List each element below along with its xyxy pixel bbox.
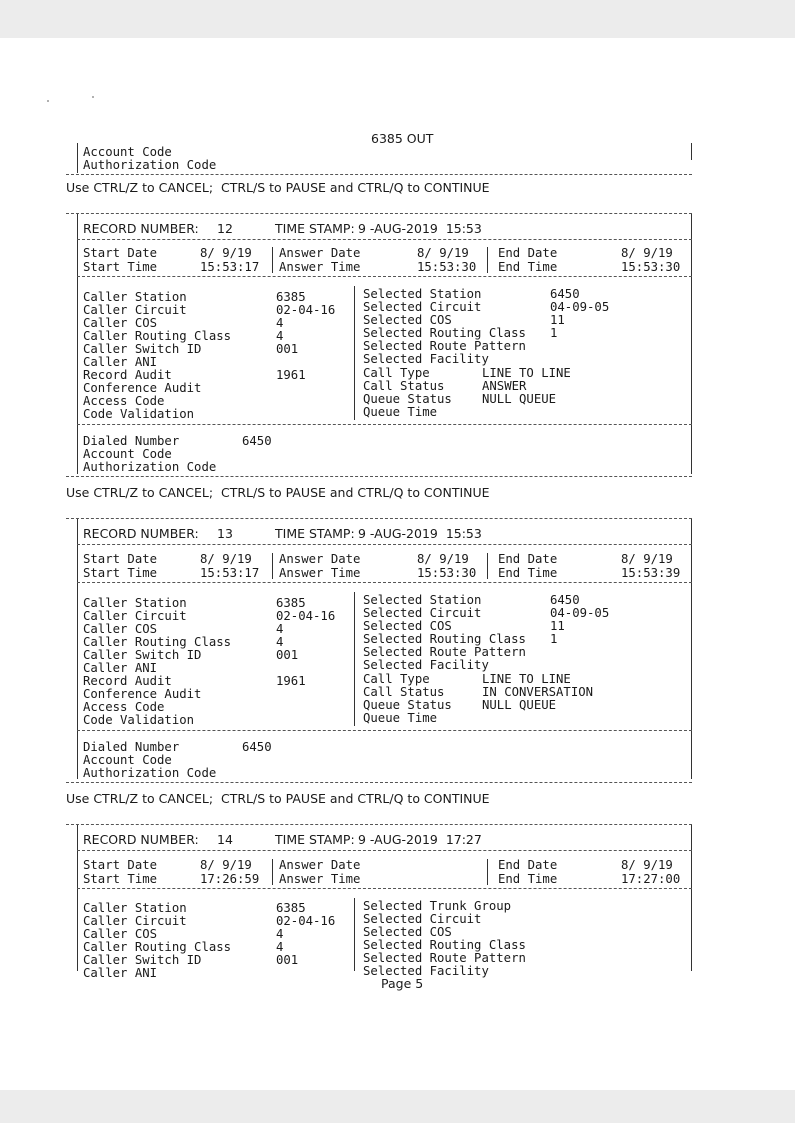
caller-circuit-label: Caller Circuit [83, 303, 187, 317]
record-audit-value: 1961 [276, 368, 306, 382]
caller-routing-class-label: Caller Routing Class [83, 940, 232, 954]
call-type-value: LINE TO LINE [482, 366, 571, 380]
access-code-label: Access Code [83, 700, 165, 714]
end-date-label: End Date [498, 858, 558, 872]
record-number-label: RECORD NUMBER: [83, 526, 199, 541]
authorization-code-label: Authorization Code [83, 158, 217, 172]
selected-route-pattern-label: Selected Route Pattern [363, 339, 526, 353]
end-time-value: 15:53:30 [621, 260, 681, 274]
call-type-label: Call Type [363, 672, 430, 686]
divider [77, 730, 692, 731]
caller-station-label: Caller Station [83, 901, 187, 915]
selected-routing-class-label: Selected Routing Class [363, 938, 526, 952]
caller-station-label: Caller Station [83, 596, 187, 610]
time-stamp-value: 9 -AUG-2019 17:27 [358, 832, 482, 847]
caller-switch-id-value: 001 [276, 953, 299, 967]
selected-station-label: Selected Station [363, 593, 482, 607]
selected-cos-value: 11 [550, 313, 565, 327]
answer-time-label: Answer Time [279, 260, 361, 274]
account-code-label: Account Code [83, 145, 172, 159]
selected-circuit-value: 04-09-05 [550, 606, 610, 620]
frame-left [77, 825, 78, 971]
code-validation-label: Code Validation [83, 407, 195, 421]
start-date-label: Start Date [83, 552, 158, 566]
selected-station-label: Selected Station [363, 287, 482, 301]
selected-routing-class-value: 1 [550, 632, 558, 646]
time-stamp-value: 9 -AUG-2019 15:53 [358, 221, 482, 236]
selected-circuit-value: 04-09-05 [550, 300, 610, 314]
record-number-label: RECORD NUMBER: [83, 221, 199, 236]
caller-circuit-value: 02-04-16 [276, 914, 336, 928]
caller-ani-label: Caller ANI [83, 966, 158, 980]
call-status-value: IN CONVERSATION [482, 685, 594, 699]
call-status-label: Call Status [363, 379, 445, 393]
caller-ani-label: Caller ANI [83, 661, 158, 675]
caller-cos-label: Caller COS [83, 316, 158, 330]
start-time-value: 15:53:17 [200, 566, 260, 580]
divider [66, 782, 692, 783]
caller-cos-label: Caller COS [83, 622, 158, 636]
scan-margin-bottom [0, 1090, 795, 1123]
queue-status-value: NULL QUEUE [482, 392, 557, 406]
answer-date-label: Answer Date [279, 552, 361, 566]
answer-date-value: 8/ 9/19 [417, 552, 469, 566]
divider [66, 824, 692, 825]
divider [66, 476, 692, 477]
record-number-value: 12 [217, 221, 233, 236]
selected-facility-label: Selected Facility [363, 964, 489, 978]
col-sep [487, 247, 488, 273]
queue-time-label: Queue Time [363, 405, 438, 419]
scan-speck [92, 96, 94, 98]
selected-facility-label: Selected Facility [363, 352, 489, 366]
divider [77, 544, 692, 545]
dialed-number-value: 6450 [242, 740, 272, 754]
end-date-label: End Date [498, 246, 558, 260]
col-sep [272, 553, 273, 579]
record-number-label: RECORD NUMBER: [83, 832, 199, 847]
queue-status-value: NULL QUEUE [482, 698, 557, 712]
selected-route-pattern-label: Selected Route Pattern [363, 951, 526, 965]
frame-left [77, 214, 78, 474]
answer-time-value: 15:53:30 [417, 566, 477, 580]
selected-facility-label: Selected Facility [363, 658, 489, 672]
col-sep [354, 286, 355, 420]
caller-switch-id-value: 001 [276, 342, 299, 356]
divider [77, 888, 692, 889]
start-date-value: 8/ 9/19 [200, 246, 252, 260]
caller-ani-label: Caller ANI [83, 355, 158, 369]
end-date-value: 8/ 9/19 [621, 246, 673, 260]
queue-status-label: Queue Status [363, 698, 452, 712]
code-validation-label: Code Validation [83, 713, 195, 727]
time-stamp-label: TIME STAMP: [275, 526, 355, 541]
caller-station-value: 6385 [276, 290, 306, 304]
time-stamp-label: TIME STAMP: [275, 832, 355, 847]
cancel-message: Use CTRL/Z to CANCEL; CTRL/S to PAUSE and CTRL/Q to CONTINUE [66, 791, 490, 806]
dialed-number-value: 6450 [242, 434, 272, 448]
dialed-number-label: Dialed Number [83, 434, 180, 448]
conference-audit-label: Conference Audit [83, 381, 202, 395]
caller-switch-id-value: 001 [276, 648, 299, 662]
frame-right [691, 214, 692, 474]
record-number-value: 14 [217, 832, 233, 847]
selected-cos-label: Selected COS [363, 313, 452, 327]
caller-cos-value: 4 [276, 316, 284, 330]
end-time-value: 15:53:39 [621, 566, 681, 580]
call-type-value: LINE TO LINE [482, 672, 571, 686]
time-stamp-label: TIME STAMP: [275, 221, 355, 236]
selected-circuit-label: Selected Circuit [363, 606, 482, 620]
frame-right [691, 143, 692, 160]
selected-routing-class-label: Selected Routing Class [363, 326, 526, 340]
caller-station-label: Caller Station [83, 290, 187, 304]
divider [77, 276, 692, 277]
authorization-code-label: Authorization Code [83, 766, 217, 780]
end-time-value: 17:27:00 [621, 872, 681, 886]
answer-date-value: 8/ 9/19 [417, 246, 469, 260]
dialed-number-label: Dialed Number [83, 740, 180, 754]
divider [66, 213, 692, 214]
answer-date-label: Answer Date [279, 858, 361, 872]
record-audit-label: Record Audit [83, 674, 172, 688]
access-code-label: Access Code [83, 394, 165, 408]
divider [77, 582, 692, 583]
col-sep [487, 859, 488, 885]
selected-trunk-group-label: Selected Trunk Group [363, 899, 512, 913]
record-audit-label: Record Audit [83, 368, 172, 382]
answer-date-label: Answer Date [279, 246, 361, 260]
caller-switch-id-label: Caller Switch ID [83, 648, 202, 662]
start-date-value: 8/ 9/19 [200, 858, 252, 872]
frame-left [77, 143, 78, 173]
answer-time-label: Answer Time [279, 872, 361, 886]
selected-cos-label: Selected COS [363, 619, 452, 633]
caller-cos-value: 4 [276, 927, 284, 941]
caller-routing-class-label: Caller Routing Class [83, 329, 232, 343]
caller-circuit-label: Caller Circuit [83, 609, 187, 623]
selected-cos-value: 11 [550, 619, 565, 633]
col-sep [354, 592, 355, 726]
divider [66, 518, 692, 519]
queue-status-label: Queue Status [363, 392, 452, 406]
caller-switch-id-label: Caller Switch ID [83, 953, 202, 967]
start-time-label: Start Time [83, 566, 158, 580]
caller-routing-class-value: 4 [276, 940, 284, 954]
selected-routing-class-value: 1 [550, 326, 558, 340]
selected-circuit-label: Selected Circuit [363, 300, 482, 314]
start-time-label: Start Time [83, 872, 158, 886]
start-time-label: Start Time [83, 260, 158, 274]
conference-audit-label: Conference Audit [83, 687, 202, 701]
caller-routing-class-value: 4 [276, 635, 284, 649]
start-time-value: 17:26:59 [200, 872, 260, 886]
caller-routing-class-label: Caller Routing Class [83, 635, 232, 649]
record-number-value: 13 [217, 526, 233, 541]
scan-speck [47, 100, 49, 102]
frame-right [691, 825, 692, 971]
selected-station-value: 6450 [550, 593, 580, 607]
call-status-value: ANSWER [482, 379, 527, 393]
page-header: 6385 OUT [371, 131, 434, 146]
authorization-code-label: Authorization Code [83, 460, 217, 474]
account-code-label: Account Code [83, 447, 172, 461]
call-type-label: Call Type [363, 366, 430, 380]
caller-circuit-value: 02-04-16 [276, 609, 336, 623]
end-date-value: 8/ 9/19 [621, 858, 673, 872]
caller-cos-value: 4 [276, 622, 284, 636]
end-time-label: End Time [498, 260, 558, 274]
end-date-value: 8/ 9/19 [621, 552, 673, 566]
cancel-message: Use CTRL/Z to CANCEL; CTRL/S to PAUSE and CTRL/Q to CONTINUE [66, 180, 490, 195]
start-date-value: 8/ 9/19 [200, 552, 252, 566]
divider [77, 850, 692, 851]
caller-circuit-label: Caller Circuit [83, 914, 187, 928]
start-time-value: 15:53:17 [200, 260, 260, 274]
col-sep [487, 553, 488, 579]
caller-routing-class-value: 4 [276, 329, 284, 343]
selected-station-value: 6450 [550, 287, 580, 301]
start-date-label: Start Date [83, 858, 158, 872]
col-sep [272, 247, 273, 273]
end-time-label: End Time [498, 872, 558, 886]
selected-cos-label: Selected COS [363, 925, 452, 939]
divider [77, 239, 692, 240]
selected-route-pattern-label: Selected Route Pattern [363, 645, 526, 659]
frame-left [77, 519, 78, 779]
end-date-label: End Date [498, 552, 558, 566]
divider [66, 174, 692, 175]
start-date-label: Start Date [83, 246, 158, 260]
caller-station-value: 6385 [276, 901, 306, 915]
call-status-label: Call Status [363, 685, 445, 699]
answer-time-label: Answer Time [279, 566, 361, 580]
col-sep [354, 898, 355, 971]
answer-time-value: 15:53:30 [417, 260, 477, 274]
caller-circuit-value: 02-04-16 [276, 303, 336, 317]
col-sep [272, 859, 273, 885]
queue-time-label: Queue Time [363, 711, 438, 725]
scan-margin-top [0, 0, 795, 38]
account-code-label: Account Code [83, 753, 172, 767]
record-audit-value: 1961 [276, 674, 306, 688]
time-stamp-value: 9 -AUG-2019 15:53 [358, 526, 482, 541]
frame-right [691, 519, 692, 779]
selected-circuit-label: Selected Circuit [363, 912, 482, 926]
cancel-message: Use CTRL/Z to CANCEL; CTRL/S to PAUSE and CTRL/Q to CONTINUE [66, 485, 490, 500]
caller-cos-label: Caller COS [83, 927, 158, 941]
selected-routing-class-label: Selected Routing Class [363, 632, 526, 646]
caller-station-value: 6385 [276, 596, 306, 610]
caller-switch-id-label: Caller Switch ID [83, 342, 202, 356]
divider [77, 424, 692, 425]
end-time-label: End Time [498, 566, 558, 580]
page-number: Page 5 [381, 976, 424, 991]
